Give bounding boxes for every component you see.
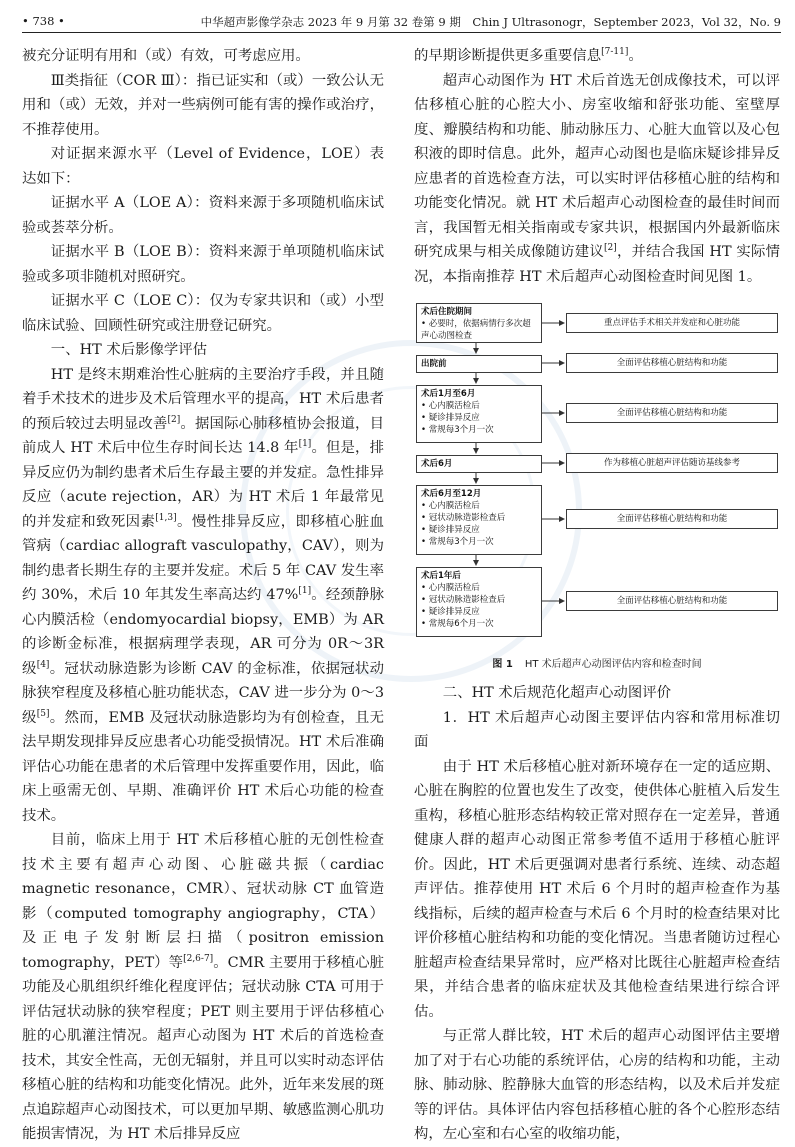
stage-discharge-box: 出院前	[416, 355, 542, 373]
stage-6-months-box: 术后6月	[416, 455, 542, 473]
stage-inpatient-box: 术后住院期间 • 必要时，依据病情行多次超声心动图检查	[416, 303, 542, 343]
citation: [2,6-7]	[183, 953, 214, 964]
citation: [4]	[36, 659, 50, 670]
page-number: • 738 •	[22, 14, 65, 28]
paragraph: 证据水平 A（LOE A）：资料来源于多项随机临床试验或荟萃分析。	[22, 195, 384, 236]
left-column	[22, 44, 384, 1147]
result-box: 全面评估移植心脏结构和功能	[566, 403, 778, 423]
paragraph: 证据水平 B（LOE B）：资料来源于单项随机临床试验或多项非随机对照研究。	[22, 244, 384, 285]
paragraph: 的早期诊断提供更多重要信息[7-11]。	[414, 47, 643, 64]
flowchart-figure	[414, 295, 780, 655]
paragraph: 被充分证明有用和（或）有效，可考虑应用。	[22, 48, 310, 64]
stage-6to12-months-box: 术后6月至12月 • 心内膜活检后 • 冠状动脉造影检查后 • 疑诊排异反应 • 常规每3个月一次	[416, 485, 542, 555]
citation: [2]	[603, 243, 617, 254]
result-box: 全面评估移植心脏结构和功能	[566, 353, 778, 373]
result-box: 全面评估移植心脏结构和功能	[566, 591, 778, 611]
paragraph: Ⅲ类指征（COR Ⅲ）：指已证实和（或）一致公认无用和（或）无效，并对一些病例可能有害的操作或治疗，不推荐使用。	[22, 72, 384, 138]
citation: [7-11]	[601, 47, 629, 58]
stage-after-1-year-box: 术后1年后 • 心内膜活检后 • 冠状动脉造影检查后 • 疑诊排异反应 • 常规每6个月一次	[416, 567, 542, 637]
subsection-heading: 1．HT 术后超声心动图主要评估内容和常用标准切面	[414, 709, 780, 750]
paragraph: 对证据来源水平（Level of Evidence，LOE）表达如下：	[22, 146, 384, 187]
page-header	[22, 10, 781, 33]
citation: [1]	[298, 586, 312, 597]
result-box: 重点评估手术相关并发症和心脏功能	[566, 313, 778, 333]
result-box: 全面评估移植心脏结构和功能	[566, 509, 778, 529]
citation: [1]	[298, 439, 312, 450]
paragraph: 目前，临床上用于 HT 术后移植心脏的无创性检查技术主要有超声心动图、心脏磁共振（cardiac magnetic resonance，CMR）、冠状动脉 CT 血管造影（computed tomography angiography，CTA）及正电子发射断层扫描（positron emission tomography，PET）等[2,6-7]。CMR 主要用于移植心脏功能及心肌组织纤维化程度评估；冠状动脉 CTA 可用于评估冠状动脉的狭窄程度；PET 则主要用于评估移植心脏的心肌灌注情况。超声心动图为 HT 术后的首选检查技术，其安全性高，无创无辐射，并且可以实时动态评估移植心脏的结构和功能变化情况。此外，近年来发展的斑点追踪超声心动图技术，可以更加早期、敏感监测心肌功能损害情况，为 HT 术后排异反应	[22, 832, 385, 1142]
paragraph: 超声心动图作为 HT 术后首选无创成像技术，可以评估移植心脏的心腔大小、房室收缩和舒张功能、室壁厚度、瓣膜结构和功能、肺动脉压力、心脏大血管以及心包积液的即时信息。此外，超声心动图也是临床疑诊排异反应患者的首选检查方法，可以实时评估移植心脏的结构和功能变化情况。就 HT 术后超声心动图检查的最佳时间而言，我国暂无相关指南或专家共识，根据国内外最新临床研究成果与相关成像随访建议[2]，并结合我国 HT 实际情况，本指南推荐 HT 术后超声心动图检查时间见图 1。	[414, 72, 780, 285]
journal-info: 中华超声影像学杂志 2023 年 9 月第 32 卷第 9 期 Chin J Ultrasonogr，September 2023，Vol 32，No. 9	[200, 15, 781, 29]
section-heading: 二、HT 术后规范化超声心动图评价	[442, 685, 671, 701]
citation: [1,3]	[155, 512, 177, 523]
right-column	[414, 44, 780, 1147]
result-box: 作为移植心脏超声评估随访基线参考	[566, 453, 778, 473]
citation: [2]	[167, 414, 181, 425]
stage-1to6-months-box: 术后1月至6月 • 心内膜活检后 • 疑诊排异反应 • 常规每3个月一次	[416, 385, 542, 443]
paragraph: HT 是终末期难治性心脏病的主要治疗手段，并且随着手术技术的进步及术后管理水平的提高，HT 术后患者的预后较过去明显改善[2]。据国际心肺移植协会报道，目前成人 HT 术后中位生存时间长达 14.8 年[1]。但是，排异反应仍为制约患者术后生存最主要的并发症。急性排异反应（acute rejection，AR）为 HT 术后 1 年最常见的并发症和致死因素[1,3]。慢性排异反应，即移植心脏血管病（cardiac allograft vasculopathy，CAV），则为制约患者长期生存的主要并发症。术后 5 年 CAV 发生率约 30%，术后 10 年其发生率高达约 47%[1]。经颈静脉心内膜活检（endomyocardial biopsy，EMB）为 AR 的诊断金标准，根据病理学表现，AR 可分为 0R～3R 级[4]。冠状动脉造影为诊断 CAV 的金标准，依据冠状动脉狭窄程度及移植心脏功能状态，CAV 进一步分为 0～3 级[5]。然而，EMB 及冠状动脉造影均为有创检查，且无法早期发现排异反应患者心功能受损情况。HT 术后准确评估心功能在患者的术后管理中发挥重要作用，因此，临床上亟需无创、早期、准确评价 HT 术后心功能的检查技术。	[22, 366, 384, 824]
paragraph: 与正常人群比较，HT 术后的超声心动图评估主要增加了对于右心功能的系统评估，心房的结构和功能，主动脉、肺动脉、腔静脉大血管的形态结构，以及术后并发症等的评估。具体评估内容包括移植心脏的各个心腔形态结构，左心室和右心室的收缩功能，	[414, 1028, 780, 1142]
section-heading: 一、HT 术后影像学评估	[50, 342, 208, 358]
citation: [5]	[36, 708, 50, 719]
paragraph: 证据水平 C（LOE C）：仅为专家共识和（或）小型临床试验、回顾性研究或注册登记研究。	[22, 293, 384, 334]
paragraph: 由于 HT 术后移植心脏对新环境存在一定的适应期、心脏在胸腔的位置也发生了改变，使供体心脏植入后发生重构，移植心脏形态结构较正常对照存在一定差异，普通健康人群的超声心动图正常参考值不适用于移植心脏评价。因此，HT 术后更强调对患者行系统、连续、动态超声评估。推荐使用 HT 术后 6 个月时的超声检查作为基线指标，后续的超声检查与术后 6 个月时的检查结果对比评价移植心脏结构和功能的变化情况。当患者随访过程心脏超声检查结果异常时，应严格对比既往心脏超声检查结果，并结合患者的临床症状及其他检查结果进行综合评估。	[414, 758, 780, 1020]
figure-caption: 图 1 HT 术后超声心动图评估内容和检查时间	[492, 659, 702, 670]
